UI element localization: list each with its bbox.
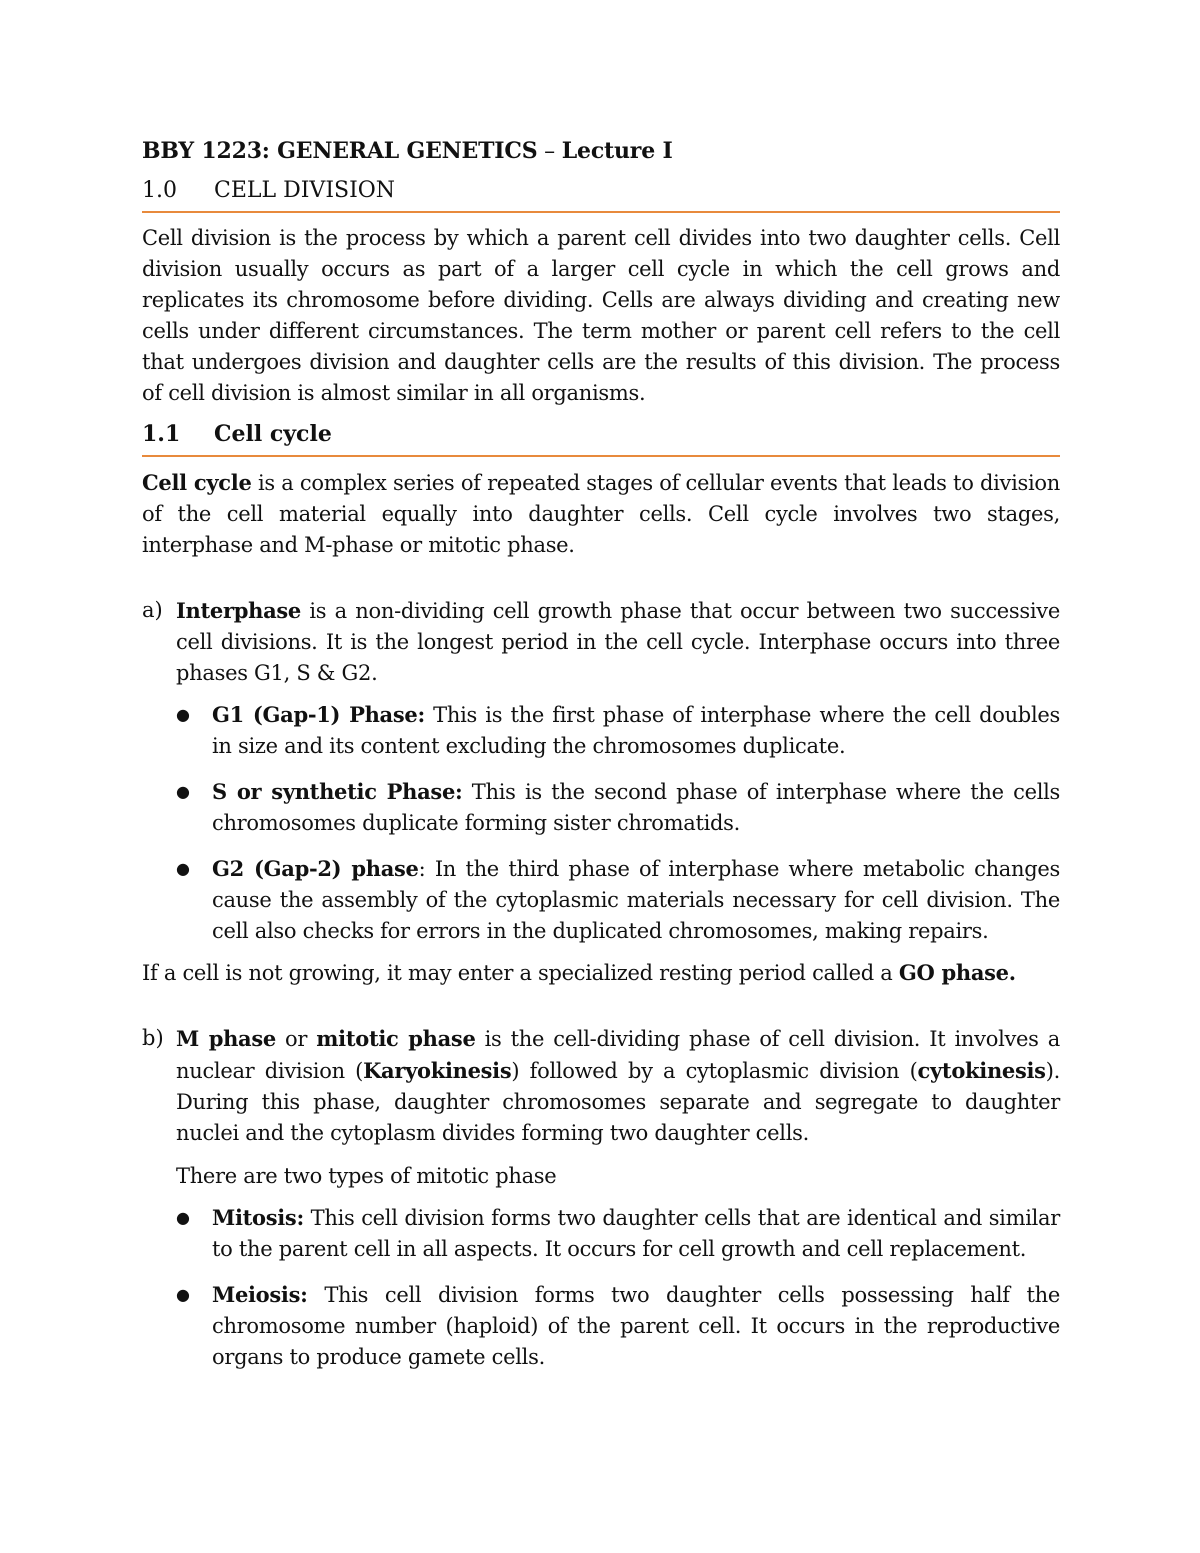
term-cell-cycle: Cell cycle: [142, 470, 252, 495]
bullet-text: [212, 699, 1060, 762]
interphase-text: is a non-dividing cell growth phase that occur between two successive cell divisions. It is the longest period in the cell cycle. Interphase occurs into three phases G1, S & G2.: [176, 599, 1060, 685]
document-title: [142, 138, 1060, 164]
course-title: BBY 1223: GENERAL GENETICS: [142, 138, 538, 164]
go-phase-text: If a cell is not growing, it may enter a specialized resting period called a: [142, 961, 899, 985]
section-heading-cell-division: [142, 178, 1060, 203]
bullet-description: This is the first phase of interphase where the cell doubles in size and its content excluding the chromosomes duplicate.: [212, 703, 1060, 758]
cell-cycle-text: is a complex series of repeated stages of cellular events that leads to division of the cell material equally into daughter cells. Cell cycle involves two stages, interphase and M-phase or mitotic phase.: [142, 471, 1060, 557]
bullet-icon: ●: [176, 705, 190, 724]
section-title: CELL DIVISION: [214, 178, 396, 203]
bullet-icon: ●: [176, 859, 190, 878]
term-karyokinesis: Karyokinesis: [363, 1058, 512, 1083]
cell-cycle-paragraph: [142, 467, 1060, 561]
section-title: Cell cycle: [214, 421, 332, 447]
list-label: a): [142, 598, 163, 622]
mitotic-types-intro: There are two types of mitotic phase: [176, 1164, 557, 1188]
section-rule: [142, 455, 1060, 457]
document-page: [142, 138, 1060, 1387]
cell-division-paragraph: Cell division is the process by which a parent cell divides into two daughter cells. Cell division usually occurs as part of a larger cell cycle in which the cell grows and replicates its chromosome before dividing. Cells are always dividing and creating new cells under different circumstances. The term mother or parent cell refers to the cell that undergoes division and daughter cells are the results of this division. The process of cell division is almost similar in all organisms.: [142, 226, 1060, 405]
bullet-description: : In the third phase of interphase where metabolic changes cause the assembly of the cytoplasmic materials necessary for cell division. The cell also checks for errors in the duplicated chromosomes, making repairs.: [212, 857, 1060, 943]
bullet-item: [176, 1279, 1060, 1373]
interphase-bullet-list: [176, 699, 1060, 947]
term-cytokinesis: cytokinesis: [917, 1058, 1046, 1083]
bullet-item: [176, 1202, 1060, 1265]
list-body: [176, 1023, 1060, 1387]
bullet-item: [176, 776, 1060, 839]
or-text: or: [275, 1027, 317, 1051]
bullet-description: This cell division forms two daughter cells that are identical and similar to the parent cell in all aspects. It occurs for cell growth and cell replacement.: [212, 1206, 1060, 1261]
bullet-icon: ●: [176, 782, 190, 801]
bullet-text: [212, 1202, 1060, 1265]
term-m-phase: M phase: [176, 1026, 276, 1051]
bullet-description: This is the second phase of interphase where the cells chromosomes duplicate forming sister chromatids.: [212, 780, 1061, 835]
bullet-term: S or synthetic Phase:: [212, 779, 463, 804]
lecture-label: Lecture I: [561, 138, 673, 164]
bullet-item: [176, 699, 1060, 762]
bullet-icon: ●: [176, 1285, 190, 1304]
section-number: 1.1: [142, 421, 181, 447]
section-number: 1.0: [142, 178, 177, 203]
bullet-term: Meiosis:: [212, 1282, 308, 1307]
term-go-phase: GO phase.: [898, 960, 1016, 985]
bullet-text: [212, 1279, 1060, 1373]
bullet-term: G2 (Gap-2) phase: [212, 856, 419, 881]
section-heading-cell-cycle: [142, 421, 1060, 447]
bullet-item: [176, 853, 1060, 947]
bullet-icon: ●: [176, 1208, 190, 1227]
list-item-interphase: [142, 595, 1060, 961]
bullet-text: [212, 853, 1060, 947]
bullet-text: [212, 776, 1060, 839]
list-label: b): [142, 1026, 164, 1050]
term-interphase: Interphase: [176, 598, 301, 623]
bullet-term: Mitosis:: [212, 1205, 304, 1230]
list-item-m-phase: [142, 1023, 1060, 1387]
term-mitotic-phase: mitotic phase: [316, 1026, 476, 1051]
list-body: [176, 595, 1060, 961]
m-phase-text-1: is the cell-dividing phase of cell division. It involves a nuclear division (: [176, 1027, 1060, 1083]
section-rule: [142, 211, 1060, 213]
m-phase-text-2: ) followed by a cytoplasmic division (: [511, 1059, 918, 1083]
mitotic-bullet-list: [176, 1202, 1060, 1373]
m-phase-text-3: ). During this phase, daughter chromosomes separate and segregate to daughter nuclei and the cytoplasm divides forming two daughter cells.: [176, 1059, 1060, 1145]
go-phase-paragraph: [142, 957, 1060, 989]
bullet-description: This cell division forms two daughter cells possessing half the chromosome number (haploid) of the parent cell. It occurs in the reproductive organs to produce gamete cells.: [212, 1283, 1060, 1369]
bullet-term: G1 (Gap-1) Phase:: [212, 702, 425, 727]
title-dash: –: [537, 139, 562, 164]
